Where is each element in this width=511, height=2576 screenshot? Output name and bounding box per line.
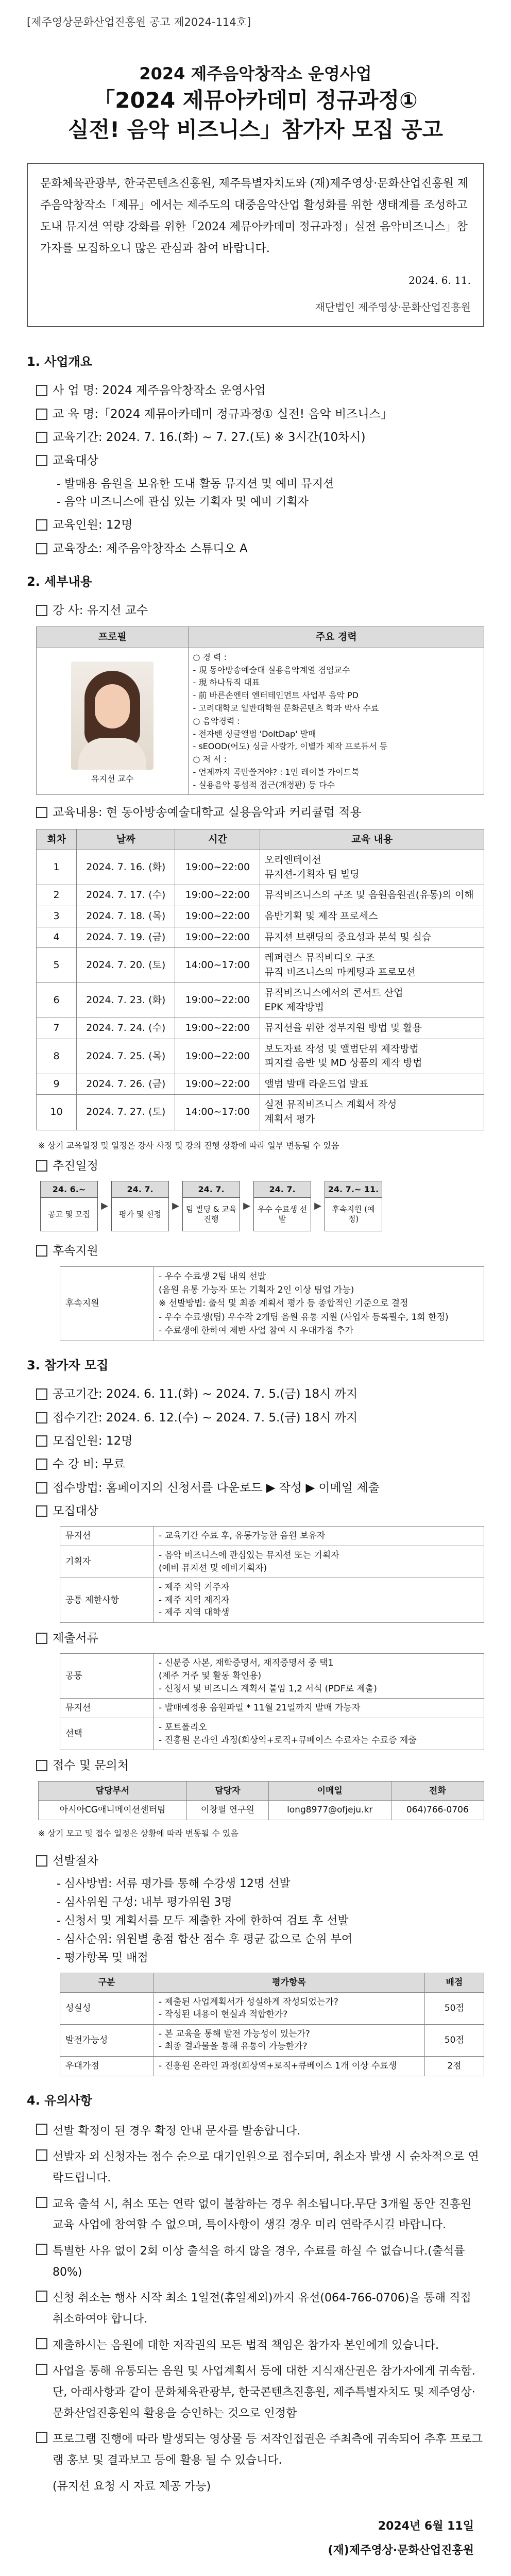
schedule-note: ※ 상기 교육일정 및 일정은 강사 사정 및 강의 진행 상황에 따라 일부 변동될 수 있음 — [38, 1140, 339, 1150]
schedule-no: 1 — [37, 850, 77, 885]
notice-item: (뮤지션 요청 시 자료 제공 가능) — [53, 2480, 211, 2493]
overview-item: 교육대상 — [36, 452, 484, 469]
notice-item: 사업을 통해 유통되는 음원 및 사업계획서 등에 대한 지식재산권은 참가자에게 귀속함. 단, 아래사항과 같이 문화체육관광부, 한국콘텐츠진흥원, 제주특별자치도 및 제주영상·문화산업진흥원의 활용을 승인하는 것으로 인정함 — [36, 2361, 484, 2424]
schedule-row — [37, 1074, 484, 1095]
schedule-content: 뮤지션 브랜딩의 중요성과 분석 및 실습 — [260, 927, 484, 948]
docs-label: 뮤지션 — [60, 1699, 154, 1718]
overview-item: 교육기간: 2024. 7. 16.(화) ~ 7. 27.(토) ※ 3시간(10차시) — [36, 429, 484, 446]
follow-table — [60, 1266, 484, 1342]
process-step: 24. 6.~ 공고 및 모집 — [40, 1181, 98, 1231]
intro-sign: 재단법인 제주영상·문화산업진흥원 — [315, 301, 471, 314]
notice-item: 선발 확정이 된 경우 확정 안내 문자를 발송합니다. — [36, 2121, 484, 2142]
overview-item: 사 업 명: 2024 제주음악창작소 운영사업 — [36, 382, 484, 399]
square-bullet-icon — [36, 1482, 47, 1494]
process-step: 24. 7. 우수 수료생 선발 — [253, 1181, 311, 1231]
docs-item: 제출서류 — [36, 1630, 484, 1647]
notice-list — [27, 2121, 484, 2498]
contact-header: 담당자 — [187, 1781, 269, 1801]
target-text: - 교육기간 수료 후, 유통가능한 음원 보유자 — [154, 1527, 484, 1546]
score-category: 발전가능성 — [60, 2024, 154, 2056]
recruit-item: 모집대상 — [36, 1503, 484, 1520]
schedule-date: 2024. 7. 23. (화) — [77, 983, 175, 1018]
schedule-date: 2024. 7. 26. (금) — [77, 1074, 175, 1095]
process-step: 24. 7. 평가 및 선정 — [111, 1181, 169, 1231]
select-line: - 평가항목 및 배점 — [57, 1951, 148, 1964]
docs-text: - 신분증 사본, 재학증명서, 재직증명서 중 택1 (제주 거주 및 활동 확인용) - 신청서 및 비즈니스 계획서 붙임 1,2 서식 (PDF로 제출) — [154, 1654, 484, 1699]
schedule-row — [37, 906, 484, 927]
target-table — [60, 1526, 484, 1623]
target-label: 공통 제한사항 — [60, 1578, 154, 1623]
section-details-title: 2. 세부내용 — [27, 574, 92, 589]
square-bullet-icon — [36, 2149, 47, 2161]
square-bullet-icon — [36, 1760, 47, 1771]
contact-phone: 064)766-0706 — [391, 1801, 484, 1820]
notice-item: 교육 출석 시, 취소 또는 연락 없이 불참하는 경우 취소됩니다.무단 3개월 동안 진흥원 교육 사업에 참여할 수 없으며, 특이사항이 생길 경우 미리 연락주시길 바랍니다. — [36, 2194, 484, 2236]
follow-details: - 우수 수료생 2팀 내외 선발 (음원 유통 가능자 또는 기획자 2인 이상 팀업 가능) ※ 선발방법: 출석 및 최종 계획서 평가 등 종합적인 기준으로 결정 - 우수 수료생(팀) 우수작 2개팀 음원 유통 지원 (사업자 등록필수, 1회 한정) - 수료생에 한하여 제반 사업 참여 시 우대가점 추가 — [154, 1266, 484, 1341]
intro-box — [27, 163, 484, 327]
recruit-item: 모집인원: 12명 — [36, 1433, 484, 1450]
schedule-content: 레퍼런스 뮤직비디오 구조 뮤직 비즈니스의 마케팅과 프로모션 — [260, 948, 484, 983]
score-value: 50점 — [424, 2024, 484, 2056]
square-bullet-icon — [36, 2124, 47, 2135]
notice-item: 프로그램 진행에 따라 발생되는 영상물 등 저작인접권은 주최측에 귀속되어 추후 프로그램 홍보 및 결과보고 등에 활용 될 수 있습니다. — [36, 2429, 484, 2471]
process-step: 24. 7. 팀 빌딩 & 교육 진행 — [182, 1181, 240, 1231]
section-recruit-title: 3. 참가자 모집 — [27, 1358, 109, 1373]
title-line-1: 2024 제주음악창작소 운영사업 — [139, 64, 372, 84]
footer-date: 2024년 6월 11일 — [378, 2519, 474, 2533]
select-item: 선발절차 — [36, 1853, 484, 1870]
schedule-content: 음반기획 및 제작 프로세스 — [260, 906, 484, 927]
schedule-content: 뮤직비즈니스의 구조 및 음원음원권(유통)의 이해 — [260, 885, 484, 906]
section-overview-title: 1. 사업개요 — [27, 354, 92, 369]
schedule-header: 시간 — [175, 829, 260, 850]
score-table — [60, 1973, 484, 2076]
recruit-item: 수 강 비: 무료 — [36, 1456, 484, 1473]
arrow-right-icon: ▶ — [172, 1200, 179, 1212]
target-text: - 음악 비즈니스에 관심있는 뮤지션 또는 기획자 (예비 뮤지션 및 예비기획자) — [154, 1546, 484, 1578]
overview-item: 교육인원: 12명 — [36, 517, 484, 534]
score-header: 배점 — [424, 1973, 484, 1992]
schedule-content: 앨범 발매 라운드업 발표 — [260, 1074, 484, 1095]
title-line-3: 실전! 음악 비즈니스」참가자 모집 공고 — [67, 116, 444, 142]
overview-item: 교 육 명:「2024 제뮤아카데미 정규과정① 실전! 음악 비즈니스」 — [36, 406, 484, 423]
square-bullet-icon — [36, 1245, 47, 1257]
select-line: - 심사방법: 서류 평가를 통해 수강생 12명 선발 — [57, 1877, 291, 1891]
square-bullet-icon — [36, 1633, 47, 1644]
contact-header: 전화 — [391, 1781, 484, 1801]
square-bullet-icon — [36, 1505, 47, 1517]
docs-text: - 발매예정용 음원파일 * 11월 21일까지 발매 가능자 — [154, 1699, 484, 1718]
contact-item: 접수 및 문의처 — [36, 1757, 484, 1774]
schedule-no: 6 — [37, 983, 77, 1018]
recruit-item: 공고기간: 2024. 6. 11.(화) ~ 2024. 7. 5.(금) 18시 까지 — [36, 1386, 484, 1403]
square-bullet-icon — [36, 455, 47, 466]
schedule-table — [36, 829, 484, 1130]
score-category: 우대가점 — [60, 2057, 154, 2076]
schedule-time: 19:00~22:00 — [175, 983, 260, 1018]
schedule-no: 3 — [37, 906, 77, 927]
contact-email[interactable]: long8977@ofjeju.kr — [268, 1801, 391, 1820]
schedule-time: 19:00~22:00 — [175, 1039, 260, 1074]
photo-cell — [37, 648, 189, 795]
curriculum-item: 교육내용: 현 동아방송예술대학교 실용음악과 커리큘럼 적용 — [36, 804, 484, 821]
arrow-right-icon: ▶ — [243, 1200, 250, 1212]
contact-header: 담당부서 — [39, 1781, 187, 1801]
photo-caption: 유지선 교수 — [91, 773, 134, 784]
target-sub: - 발매용 음원을 보유한 도내 활동 뮤지션 및 예비 뮤지션 — [57, 477, 334, 490]
notice-item: 특별한 사유 없이 2회 이상 출석을 하지 않을 경우, 수료를 하실 수 없습니다.(출석률 80%) — [36, 2241, 484, 2283]
docs-label: 공통 — [60, 1654, 154, 1699]
schedule-content: 뮤직비즈니스에서의 콘서트 산업 EPK 제작방법 — [260, 983, 484, 1018]
schedule-time: 19:00~22:00 — [175, 1074, 260, 1095]
schedule-header: 날짜 — [77, 829, 175, 850]
schedule-no: 4 — [37, 927, 77, 948]
schedule-date: 2024. 7. 19. (금) — [77, 927, 175, 948]
section-notice-title: 4. 유의사항 — [27, 2093, 92, 2108]
target-label: 뮤지션 — [60, 1527, 154, 1546]
square-bullet-icon — [36, 807, 47, 818]
schedule-content: 보도자료 작성 및 앨범단위 제작방법 피지컬 음반 및 MD 상품의 제작 방법 — [260, 1039, 484, 1074]
schedule-date: 2024. 7. 18. (목) — [77, 906, 175, 927]
square-bullet-icon — [36, 1412, 47, 1423]
schedule-content: 오리엔테이션 뮤지션-기획자 팀 빌딩 — [260, 850, 484, 885]
square-bullet-icon — [36, 1459, 47, 1470]
recruit-item: 접수방법: 홈페이지의 신청서를 다운로드 ▶ 작성 ▶ 이메일 제출 — [36, 1480, 484, 1497]
schedule-content: 실전 뮤직비즈니스 계획서 작성 계획서 평가 — [260, 1095, 484, 1130]
notice-item: 선발자 외 신청자는 점수 순으로 대기인원으로 접수되며, 취소자 발생 시 순차적으로 연락드립니다. — [36, 2147, 484, 2189]
recruit-item: 접수기간: 2024. 6. 12.(수) ~ 2024. 7. 5.(금) 18시 까지 — [36, 1410, 484, 1427]
schedule-no: 10 — [37, 1095, 77, 1130]
schedule-time: 19:00~22:00 — [175, 906, 260, 927]
profile-details: ○ 경 력 : - 現 동아방송예술대 실용음악계열 겸임교수 - 現 하나뮤직 대표 - 前 바른손엔터 엔터테인먼트 사업부 음악 PD - 고려대학교 일반대학원 문화콘텐츠 학과 박사 수료 ○ 음악경력 : - 전자밴 싱글앨범 'DoltDap' 발매 - sEOOD(어도) 싱글 사랑가, 이별가 제작 프로듀서 등 ○ 저 서 : - 언제까지 곡만쓸거야? : 1인 레이블 가이드북 - 실용음악 통섭적 접근(개정판) 등 다수 — [189, 648, 484, 795]
schedule-no: 5 — [37, 948, 77, 983]
contact-table — [38, 1781, 484, 1820]
schedule-date: 2024. 7. 24. (수) — [77, 1018, 175, 1039]
contact-person: 이창필 연구원 — [187, 1801, 269, 1820]
schedule-row — [37, 1039, 484, 1074]
schedule-no: 9 — [37, 1074, 77, 1095]
docs-label: 선택 — [60, 1718, 154, 1750]
follow-item: 후속지원 — [36, 1243, 484, 1260]
square-bullet-icon — [36, 2338, 47, 2349]
square-bullet-icon — [36, 519, 47, 531]
title-line-2: 「2024 제뮤아카데미 정규과정① — [93, 87, 418, 113]
process-step: 24. 7.~ 11. 후속지원 (예정) — [325, 1181, 382, 1231]
square-bullet-icon — [36, 385, 47, 396]
target-label: 기획자 — [60, 1546, 154, 1578]
square-bullet-icon — [36, 1388, 47, 1400]
square-bullet-icon — [36, 2197, 47, 2208]
target-sub: - 음악 비즈니스에 관심 있는 기획자 및 예비 기획자 — [57, 496, 309, 509]
schedule-date: 2024. 7. 17. (수) — [77, 885, 175, 906]
docs-table — [60, 1653, 484, 1750]
score-category: 성실성 — [60, 1992, 154, 2024]
target-text: - 제주 지역 거주자 - 제주 지역 재직자 - 제주 지역 대학생 — [154, 1578, 484, 1623]
contact-note: ※ 상기 모고 및 접수 일정은 상황에 따라 변동될 수 있음 — [38, 1828, 239, 1838]
notice-item: 신청 취소는 행사 시작 최소 1일전(휴일제외)까지 유선(064-766-0706)을 통해 직접 취소하여야 합니다. — [36, 2288, 484, 2330]
announcement-number: [제주영상문화산업진흥원 공고 제2024-114호] — [27, 16, 251, 28]
schedule-no: 7 — [37, 1018, 77, 1039]
title-block — [27, 62, 484, 144]
schedule-row — [37, 1095, 484, 1130]
square-bullet-icon — [36, 432, 47, 443]
square-bullet-icon — [36, 1160, 47, 1172]
intro-date: 2024. 6. 11. — [408, 274, 471, 287]
notice-item: 제출하시는 음원에 대한 저작권의 모든 법적 책임은 참가자 본인에게 있습니다. — [36, 2335, 484, 2357]
schedule-no: 8 — [37, 1039, 77, 1074]
score-items: - 본 교육을 통해 발전 가능성이 있는가? - 최종 결과물을 통해 유통이 가능한가? — [154, 2024, 425, 2056]
process-item: 추진일정 — [36, 1158, 484, 1175]
select-line: - 심사위원 구성: 내부 평가위원 3명 — [57, 1896, 232, 1909]
schedule-row — [37, 948, 484, 983]
schedule-time: 19:00~22:00 — [175, 885, 260, 906]
schedule-header: 회차 — [37, 829, 77, 850]
schedule-date: 2024. 7. 16. (화) — [77, 850, 175, 885]
square-bullet-icon — [36, 1435, 47, 1447]
select-line: - 신청서 및 계획서를 모두 제출한 자에 한하여 검토 후 선발 — [57, 1914, 349, 1928]
contact-dept: 아시아CG애니메이션센터팀 — [39, 1801, 187, 1820]
score-items: - 제출된 사업계획서가 성실하게 작성되었는가? - 작성된 내용이 현실과 적합한가? — [154, 1992, 425, 2024]
score-items: - 진흥원 온라인 과정(희상역+로직+큐베이스 1개 이상 수료생 — [154, 2057, 425, 2076]
square-bullet-icon — [36, 2244, 47, 2255]
arrow-right-icon: ▶ — [101, 1200, 108, 1212]
schedule-date: 2024. 7. 20. (토) — [77, 948, 175, 983]
schedule-date: 2024. 7. 27. (토) — [77, 1095, 175, 1130]
square-bullet-icon — [36, 1855, 47, 1867]
score-header: 평가항목 — [154, 1973, 425, 1992]
square-bullet-icon — [36, 605, 47, 616]
schedule-date: 2024. 7. 25. (목) — [77, 1039, 175, 1074]
instructor-photo — [71, 662, 154, 770]
square-bullet-icon — [36, 409, 47, 420]
schedule-time: 19:00~22:00 — [175, 927, 260, 948]
intro-text: 문화체육관광부, 한국콘텐츠진흥원, 제주특별자치도와 (재)제주영상·문화산업진흥원 제주음악창작소「제뮤」에서는 제주도의 대중음악산업 활성화를 위한 생태계를 조성하고 도내 뮤지션 역량 강화를 위한「2024 제뮤아카데미 정규과정」실전 음악비즈니스」참가자를 모집하오니 많은 관심과 참여 바랍니다. — [40, 177, 469, 255]
schedule-row — [37, 1018, 484, 1039]
follow-header: 후속지원 — [60, 1266, 154, 1341]
docs-text: - 포트폴리오 - 진흥원 온라인 과정(희상역+로직+큐베이스 수료자는 수료증 제출 — [154, 1718, 484, 1750]
score-header: 구분 — [60, 1973, 154, 1992]
score-value: 50점 — [424, 1992, 484, 2024]
schedule-row — [37, 983, 484, 1018]
schedule-row — [37, 850, 484, 885]
schedule-time: 14:00~17:00 — [175, 948, 260, 983]
select-line: - 심사순위: 위원별 총점 합산 점수 후 평균 값으로 순위 부여 — [57, 1933, 353, 1946]
instructor-item: 강 사: 유지선 교수 — [36, 602, 484, 619]
square-bullet-icon — [36, 543, 47, 554]
schedule-row — [37, 885, 484, 906]
contact-header: 이메일 — [268, 1781, 391, 1801]
schedule-time: 19:00~22:00 — [175, 850, 260, 885]
profile-header: 프로필 — [37, 627, 189, 648]
square-bullet-icon — [36, 2291, 47, 2302]
square-bullet-icon — [36, 2432, 47, 2443]
overview-item: 교육장소: 제주음악창작소 스튜디오 A — [36, 540, 484, 557]
instructor-profile-table — [36, 626, 484, 795]
schedule-time: 19:00~22:00 — [175, 1018, 260, 1039]
schedule-content: 뮤지션을 위한 정부지원 방법 및 활용 — [260, 1018, 484, 1039]
score-value: 2점 — [424, 2057, 484, 2076]
arrow-right-icon: ▶ — [314, 1200, 321, 1212]
schedule-time: 14:00~17:00 — [175, 1095, 260, 1130]
process-flow — [40, 1181, 484, 1231]
career-header: 주요 경력 — [189, 627, 484, 648]
square-bullet-icon — [36, 2364, 47, 2375]
footer-org: (재)제주영상·문화산업진흥원 — [328, 2544, 474, 2557]
schedule-no: 2 — [37, 885, 77, 906]
schedule-header: 교육 내용 — [260, 829, 484, 850]
schedule-row — [37, 927, 484, 948]
